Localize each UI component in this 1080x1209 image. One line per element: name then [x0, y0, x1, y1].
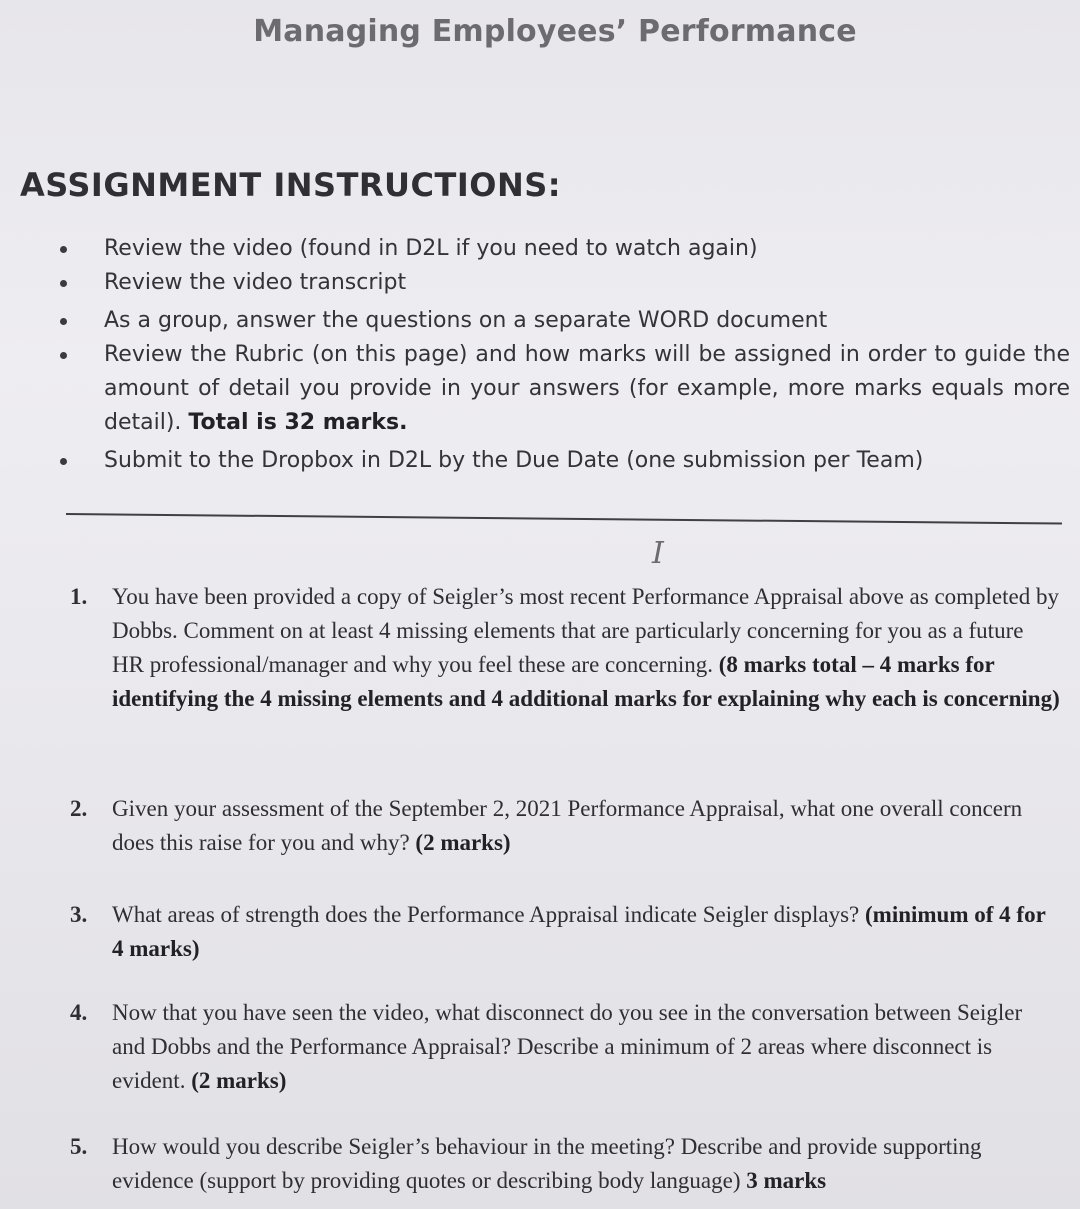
question-body [112, 580, 1060, 716]
page-header-title: Managing Employees’ Performance [253, 14, 857, 49]
question-marks: (2 marks) [415, 830, 511, 855]
instruction-item [60, 338, 1070, 440]
instruction-text: Submit to the Dropbox in D2L by the Due Date (one submission per Team) [104, 448, 924, 473]
question-body [112, 898, 1060, 966]
question-number: 1. [70, 584, 88, 609]
question-item [70, 1130, 1060, 1198]
question-text: Given your assessment of the September 2, 2021 Performance Appraisal, what one overall concern does this raise for you and why? [112, 796, 1023, 855]
question-item [70, 996, 1060, 1098]
bullet-icon [60, 352, 67, 359]
section-divider [66, 513, 1062, 525]
instruction-item [60, 444, 1070, 478]
question-marks: (8 marks total – 4 marks for identifying the 4 missing elements and 4 additional marks for explaining why each is concerning) [112, 652, 1060, 711]
question-number: 4. [70, 1000, 88, 1025]
bullet-icon [60, 318, 67, 325]
question-number: 3. [70, 902, 88, 927]
question-item [70, 898, 1060, 966]
bullet-icon [60, 246, 67, 253]
instruction-item [60, 232, 1070, 266]
instruction-text: Review the Rubric (on this page) and how marks will be assigned in order to guide the amount of detail you provide in your answers (for example, more marks equals more detail). [104, 342, 1070, 435]
instruction-item [60, 304, 1070, 338]
question-text: What areas of strength does the Performance Appraisal indicate Seigler displays? [112, 902, 865, 927]
question-item [70, 580, 1060, 716]
question-text: Now that you have seen the video, what disconnect do you see in the conversation between Seigler and Dobbs and the Performance Appraisal? Describe a minimum of 2 areas where disconnect is evident. [112, 1000, 1023, 1093]
question-body [112, 792, 1060, 860]
instruction-text: Review the video transcript [104, 270, 407, 295]
instruction-text: As a group, answer the questions on a separate WORD document [104, 308, 828, 333]
total-marks-text: Total is 32 marks. [188, 410, 408, 435]
instructions-list [60, 232, 1070, 478]
instructions-heading: ASSIGNMENT INSTRUCTIONS: [20, 166, 562, 204]
question-marks: (2 marks) [191, 1068, 287, 1093]
bullet-icon [60, 280, 67, 287]
question-number: 2. [70, 796, 88, 821]
question-body [112, 1130, 1060, 1198]
bullet-icon [60, 458, 67, 465]
question-marks: (minimum of 4 for 4 marks) [112, 902, 1046, 961]
instruction-item [60, 266, 1070, 300]
question-text: You have been provided a copy of Seigler’s most recent Performance Appraisal above as completed by Dobbs. Comment on at least 4 missing elements that are particularly concerning for you as a future HR professional/manager and why you feel these are concerning. [112, 584, 1059, 677]
question-text: How would you describe Seigler’s behaviour in the meeting? Describe and provide supporting evidence (support by providing quotes or describing body language) [112, 1134, 982, 1193]
question-body [112, 996, 1060, 1098]
instruction-text: Review the video (found in D2L if you need to watch again) [104, 236, 758, 261]
text-cursor-icon: I [652, 536, 664, 571]
question-number: 5. [70, 1134, 88, 1159]
question-marks: 3 marks [746, 1168, 827, 1193]
question-item [70, 792, 1060, 860]
